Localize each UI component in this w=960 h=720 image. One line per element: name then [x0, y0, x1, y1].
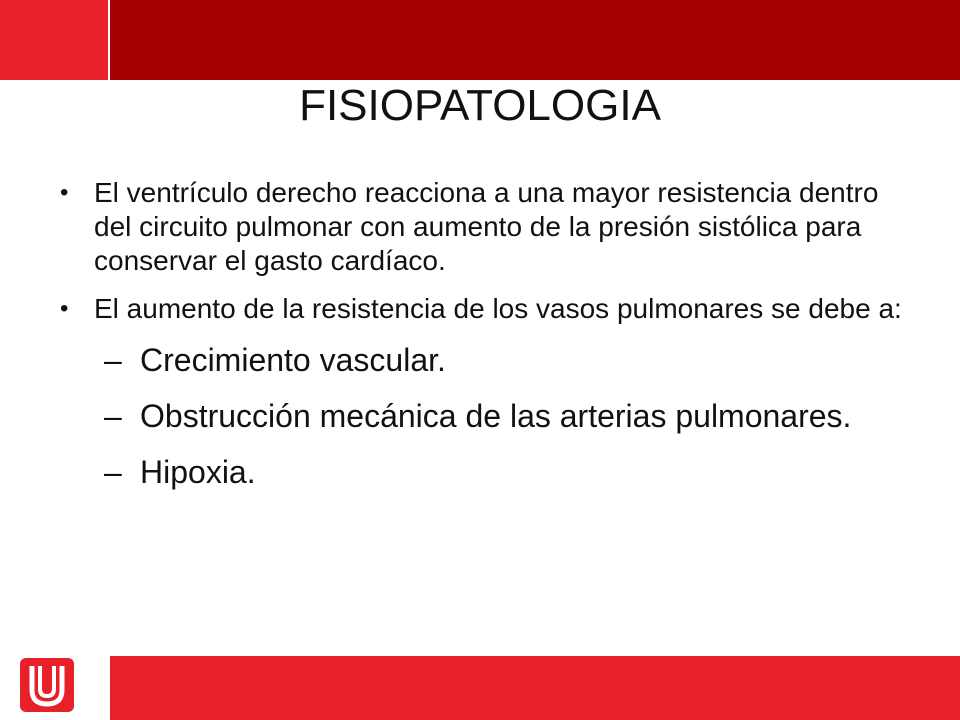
bullet-text: El aumento de la resistencia de los vasos pulmonares se debe a: — [94, 293, 902, 324]
bullet-item — [60, 176, 920, 278]
sub-bullet-item — [60, 396, 920, 436]
slide-title: FISIOPATOLOGIA — [299, 81, 661, 130]
sub-bullet-item — [60, 340, 920, 380]
bullet-text: El ventrículo derecho reacciona a una mayor resistencia dentro del circuito pulmonar con aumento de la presión sistólica para conservar el gasto cardíaco. — [94, 177, 879, 276]
slide-content — [60, 176, 920, 508]
sub-bullet-text: Hipoxia. — [140, 454, 256, 490]
sub-bullet-item — [60, 452, 920, 492]
header-accent-left — [0, 0, 108, 80]
dash-marker: – — [104, 342, 122, 378]
bullet-item — [60, 292, 920, 326]
header-accent-right — [110, 0, 960, 80]
sub-bullet-text: Crecimiento vascular. — [140, 342, 446, 378]
sub-bullet-text: Obstrucción mecánica de las arterias pulmonares. — [140, 398, 852, 434]
bullet-marker: • — [60, 179, 69, 206]
dash-marker: – — [104, 398, 122, 434]
dash-marker: – — [104, 454, 122, 490]
footer-accent-right — [110, 656, 960, 720]
bullet-marker: • — [60, 295, 69, 322]
university-u-logo-icon — [20, 658, 74, 712]
